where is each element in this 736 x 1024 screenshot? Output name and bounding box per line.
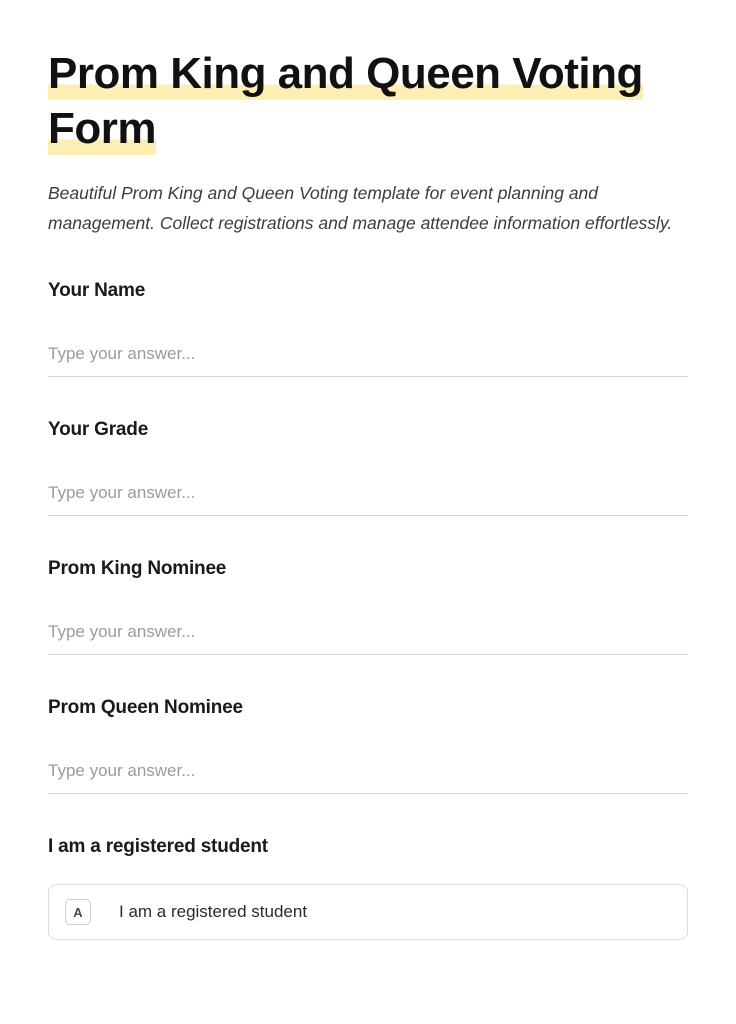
choice-group-registered-student xyxy=(48,884,688,940)
form-description: Beautiful Prom King and Queen Voting template for event planning and management. Collect registrations and manage attendee information effortlessly. xyxy=(48,183,673,233)
field-label-registered-student: I am a registered student xyxy=(48,836,268,857)
field-prom-king-nominee xyxy=(48,558,688,655)
field-prom-queen-nominee xyxy=(48,697,688,794)
field-label-prom-king-nominee: Prom King Nominee xyxy=(48,558,227,579)
choice-option-a[interactable] xyxy=(48,884,688,940)
page-title-text: Prom King and Queen Voting Form xyxy=(48,49,643,153)
choice-label-a: I am a registered student xyxy=(119,902,308,921)
input-your-grade[interactable] xyxy=(48,457,688,516)
choice-key-a: A xyxy=(65,899,91,925)
field-registered-student xyxy=(48,836,688,940)
input-prom-king-nominee[interactable] xyxy=(48,596,688,655)
field-label-prom-queen-nominee: Prom Queen Nominee xyxy=(48,697,243,718)
input-prom-queen-nominee[interactable] xyxy=(48,735,688,794)
field-your-grade xyxy=(48,419,688,516)
field-label-your-name: Your Name xyxy=(48,280,146,301)
field-label-your-grade: Your Grade xyxy=(48,419,149,440)
field-your-name xyxy=(48,280,688,377)
page-title xyxy=(48,0,688,156)
input-your-name[interactable] xyxy=(48,318,688,377)
